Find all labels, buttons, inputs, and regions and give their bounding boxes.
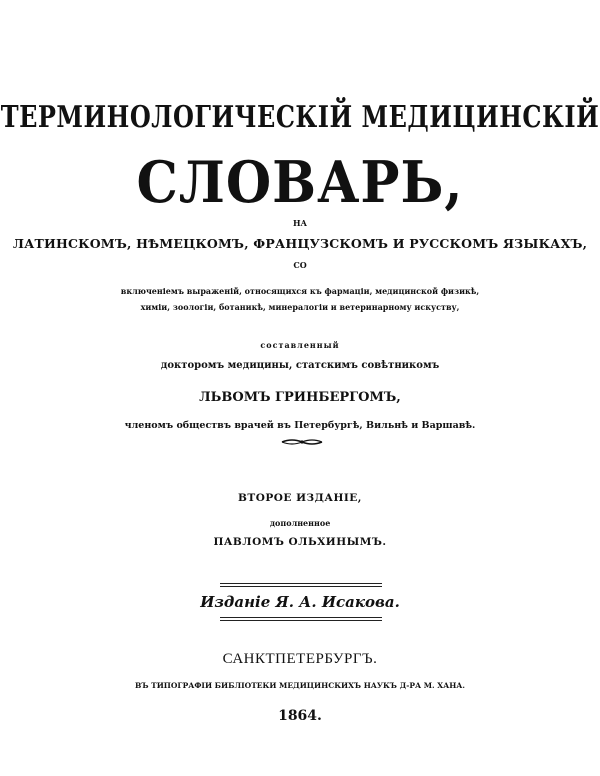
publisher-line: Изданіе Я. А. Исакова. (200, 593, 400, 611)
compiled-by-label: составленный (260, 340, 340, 350)
languages-line: ЛАТИНСКОМЪ, НѢМЕЦКОМЪ, ФРАНЦУЗСКОМЪ И РУССКОМЪ ЯЗЫКАХЪ, (12, 236, 588, 251)
doctor-line: докторомъ медицины, статскимъ совѣтникомъ (160, 360, 440, 371)
press-line: ВЪ ТИПОГРАФІИ БИБЛІОТЕКИ МЕДИЦИНСКИХЪ НАУКЪ Д-РА М. ХАНА. (134, 681, 465, 690)
author-name: ЛЬВОМЪ ГРИНБЕРГОМЪ, (199, 390, 401, 405)
city-line: САНКТПЕТЕРБУРГЪ. (222, 651, 378, 667)
membership-line: членомъ обществъ врачей въ Петербургѣ, Вильнѣ и Варшавѣ. (124, 420, 476, 431)
supplemented-label: дополненное (269, 518, 331, 528)
title-line-1: ТЕРМИНОЛОГИЧЕСКІЙ МЕДИЦИНСКІЙ (0, 98, 600, 135)
edition-line: ВТОРОЕ ИЗДАНІЕ, (238, 492, 362, 504)
inclusion-line-2: химіи, зоологіи, ботаникѣ, минералогіи и ветеринарному искуству, (140, 302, 460, 312)
publisher-rule-top (220, 583, 382, 587)
preposition-na: НА (292, 218, 308, 228)
ornament-divider (280, 436, 324, 448)
publisher-rule-bottom (220, 617, 382, 621)
preposition-so: СО (293, 260, 307, 270)
title-line-2: СЛОВАРЬ, (136, 148, 464, 217)
editor-name: ПАВЛОМЪ ОЛЬХИНЫМЪ. (213, 536, 387, 548)
year-line: 1864. (278, 708, 322, 724)
inclusion-line-1: включеніемъ выраженій, относящихся къ фармаціи, медицинской физикѣ, (120, 286, 480, 296)
